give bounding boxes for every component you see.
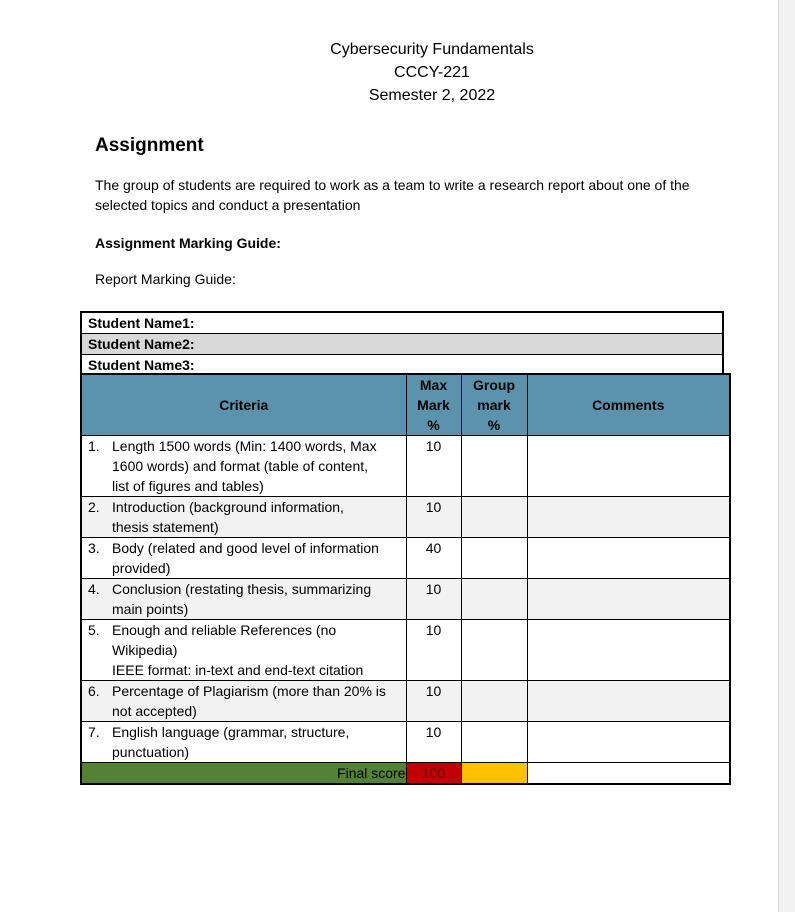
group-mark-header-line: Group [473, 377, 515, 393]
criteria-text-line: list of figures and tables) [112, 478, 264, 494]
criteria-cell [81, 681, 406, 722]
criteria-text-line: Length 1500 words (Min: 1400 words, Max [112, 438, 377, 454]
final-group-score-cell[interactable] [461, 763, 527, 785]
assignment-heading: Assignment [95, 135, 204, 156]
table-row [81, 620, 730, 681]
course-title: Cybersecurity Fundamentals [330, 41, 534, 58]
criteria-text [112, 436, 406, 496]
max-mark-cell: 10 [406, 436, 461, 497]
criteria-cell [81, 579, 406, 620]
max-mark-cell: 10 [406, 579, 461, 620]
max-mark-header-line: Mark [417, 397, 450, 413]
group-mark-header-line: mark [477, 397, 511, 413]
group-mark-cell[interactable] [461, 436, 527, 497]
criteria-cell [81, 436, 406, 497]
criteria-number: 7. [88, 724, 100, 740]
group-mark-cell[interactable] [461, 620, 527, 681]
criteria-text-line: English language (grammar, structure, [112, 724, 350, 740]
table-row [81, 497, 730, 538]
table-row [81, 436, 730, 497]
criteria-text [112, 620, 406, 680]
criteria-text-line: provided) [112, 560, 171, 576]
max-mark-header-line: % [427, 417, 440, 433]
criteria-text-line: Enough and reliable References (no [112, 622, 337, 638]
final-comments-cell[interactable] [527, 763, 730, 785]
criteria-text [112, 497, 406, 537]
criteria-text-line: main points) [112, 601, 189, 617]
comments-cell[interactable] [527, 579, 730, 620]
criteria-cell [81, 620, 406, 681]
criteria-text-line: IEEE format: in-text and end-text citation [112, 662, 364, 678]
marking-guide-label: Assignment Marking Guide: [95, 235, 281, 251]
criteria-header: Criteria [81, 374, 406, 436]
max-mark-cell: 40 [406, 538, 461, 579]
group-mark-cell[interactable] [461, 497, 527, 538]
criteria-text [112, 538, 406, 578]
final-max-score: 100 [406, 763, 461, 785]
criteria-text-line: Percentage of Plagiarism (more than 20% is [112, 683, 386, 699]
group-mark-cell[interactable] [461, 579, 527, 620]
criteria-number: 2. [88, 499, 100, 515]
table-row [81, 538, 730, 579]
comments-header: Comments [527, 374, 730, 436]
criteria-text-line: not accepted) [112, 703, 197, 719]
max-mark-cell: 10 [406, 497, 461, 538]
criteria-number: 6. [88, 683, 100, 699]
comments-cell[interactable] [527, 497, 730, 538]
group-mark-header-line: % [487, 417, 501, 433]
final-score-label: Final score [81, 763, 406, 785]
table-row [81, 579, 730, 620]
student-name-1: Student Name1: [88, 315, 195, 331]
comments-cell[interactable] [527, 722, 730, 763]
comments-cell[interactable] [527, 681, 730, 722]
criteria-text-line: Wikipedia) [112, 642, 178, 658]
group-mark-cell[interactable] [461, 722, 527, 763]
table-row [81, 722, 730, 763]
criteria-number: 3. [88, 540, 100, 556]
criteria-number: 5. [88, 622, 100, 638]
report-guide-label: Report Marking Guide: [95, 271, 236, 287]
semester: Semester 2, 2022 [368, 87, 496, 104]
marking-table [80, 373, 731, 785]
criteria-number: 4. [88, 581, 100, 597]
table-row [81, 681, 730, 722]
criteria-text [112, 722, 406, 762]
criteria-number: 1. [88, 438, 100, 454]
criteria-text-line: punctuation) [112, 744, 190, 760]
criteria-text-line: Conclusion (restating thesis, summarizing [112, 581, 372, 597]
criteria-text-line: Body (related and good level of information [112, 540, 379, 556]
group-mark-cell[interactable] [461, 681, 527, 722]
max-mark-header [406, 374, 461, 436]
max-mark-cell: 10 [406, 722, 461, 763]
page-edge-scrollbar [778, 0, 795, 912]
assignment-description: The group of students are required to work as a team to write a research report about one of the selected topics and conduct a presentation [95, 177, 690, 213]
criteria-text-line: 1600 words) and format (table of content, [112, 458, 369, 474]
max-mark-header-line: Max [419, 377, 448, 393]
comments-cell[interactable] [527, 620, 730, 681]
student-name-3: Student Name3: [88, 357, 195, 373]
course-code: CCCY-221 [394, 64, 470, 81]
criteria-text-line: thesis statement) [112, 519, 219, 535]
student-name-2: Student Name2: [82, 333, 722, 355]
group-mark-header [461, 374, 527, 436]
criteria-text [112, 681, 406, 721]
criteria-cell [81, 538, 406, 579]
criteria-cell [81, 722, 406, 763]
criteria-cell [81, 497, 406, 538]
comments-cell[interactable] [527, 538, 730, 579]
criteria-text-line: Introduction (background information, [112, 499, 344, 515]
max-mark-cell: 10 [406, 681, 461, 722]
comments-cell[interactable] [527, 436, 730, 497]
max-mark-cell: 10 [406, 620, 461, 681]
table-header-row [81, 374, 730, 436]
final-score-row [81, 763, 730, 785]
group-mark-cell[interactable] [461, 538, 527, 579]
criteria-text [112, 579, 406, 619]
student-names-box [80, 311, 724, 377]
